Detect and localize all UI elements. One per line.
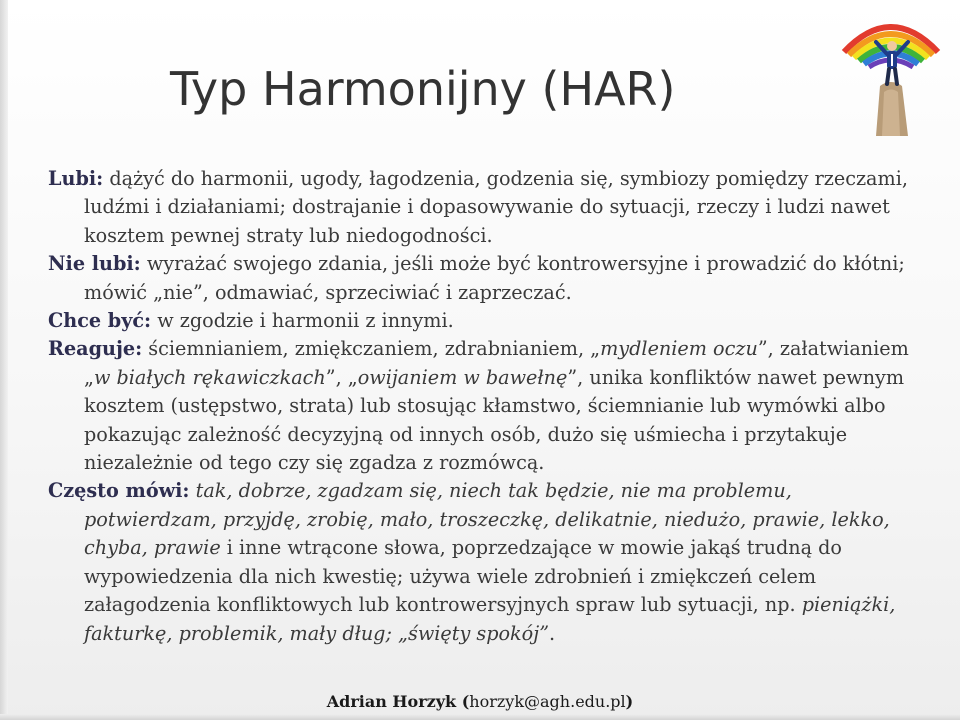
text-reaguje-3: ”, „ (325, 365, 358, 389)
text-czesto-mowi-1: i inne wtrącone słowa, poprzedzające w mowie jakąś trudną do wypowiedzenia dla nich kwestię; używa wiele zdrobnień i zmiękczeń celem załagodzenia konfliktowych lub kontrowersyjnych spraw lub sytuacji, np. (84, 536, 842, 617)
text-lubi: dążyć do harmonii, ugody, łagodzenia, godzenia się, symbiozy pomiędzy rzeczami, ludźmi i działaniami; dostrajanie i dopasowywanie do sytuacji, rzeczy i ludzi nawet kosztem pewnej straty lub niedogodności. (84, 167, 908, 247)
slide-title: Typ Harmonijny (HAR) (170, 62, 676, 116)
italic-czesto-mowi-2: pieniążki, fakturkę, problemik, mały dług; „święty spokój” (84, 593, 896, 645)
italic-czesto-mowi-1: tak, dobrze, zgadzam się, niech tak będzie, nie ma problemu, potwierdzam, przyjdę, zrobię, mało, troszeczkę, delikatnie, niedużo, prawie, lekko, chyba, prawie (84, 479, 890, 560)
label-chce-byc: Chce być: (48, 309, 152, 333)
italic-reaguje-1: mydleniem oczu (600, 337, 758, 361)
left-border (0, 0, 8, 720)
logo-figure-rainbow-icon (836, 8, 946, 136)
paragraph-czesto-mowi (48, 477, 928, 647)
text-chce-byc: w zgodzie i harmonii z innymi. (151, 309, 454, 333)
footer-close: ) (625, 692, 634, 711)
italic-reaguje-2: w białych rękawiczkach (93, 365, 326, 389)
label-reaguje: Reaguje: (48, 337, 143, 361)
text-reaguje-4: ”, unika konfliktów nawet pewnym kosztem (ustępstwo, strata) lub stosując kłamstwo, ściemnianie lub wymówki albo pokazując zależność decyzyjną od innych osób, dużo się uśmiecha i przytakuje niezależnie od tego czy się zgadza z rozmówcą. (84, 365, 905, 475)
paragraph-chce-byc (48, 307, 928, 335)
text-reaguje-2: ”, załatwianiem „ (84, 337, 909, 389)
paragraph-lubi (48, 165, 928, 250)
paragraph-reaguje (48, 335, 928, 477)
text-reaguje-1: ściemnianiem, zmiękczaniem, zdrabnianiem, „ (142, 337, 601, 361)
footer-email: horzyk@agh.edu.pl (469, 692, 626, 711)
label-nie-lubi: Nie lubi: (48, 252, 141, 276)
text-czesto-mowi-2: . (549, 621, 556, 645)
footer-name: Adrian Horzyk ( (326, 692, 470, 711)
text-nie-lubi: wyrażać swojego zdania, jeśli może być kontrowersyjne i prowadzić do kłótni; mówić „nie”, odmawiać, sprzeciwiać i zaprzeczać. (84, 252, 905, 304)
bottom-border (0, 714, 960, 720)
footer-author (0, 692, 960, 711)
label-lubi: Lubi: (48, 167, 104, 190)
italic-reaguje-3: owijaniem w bawełnę (357, 365, 568, 389)
paragraph-nie-lubi (48, 250, 928, 307)
slide-body (48, 165, 928, 648)
label-czesto-mowi: Często mówi: (48, 479, 190, 503)
